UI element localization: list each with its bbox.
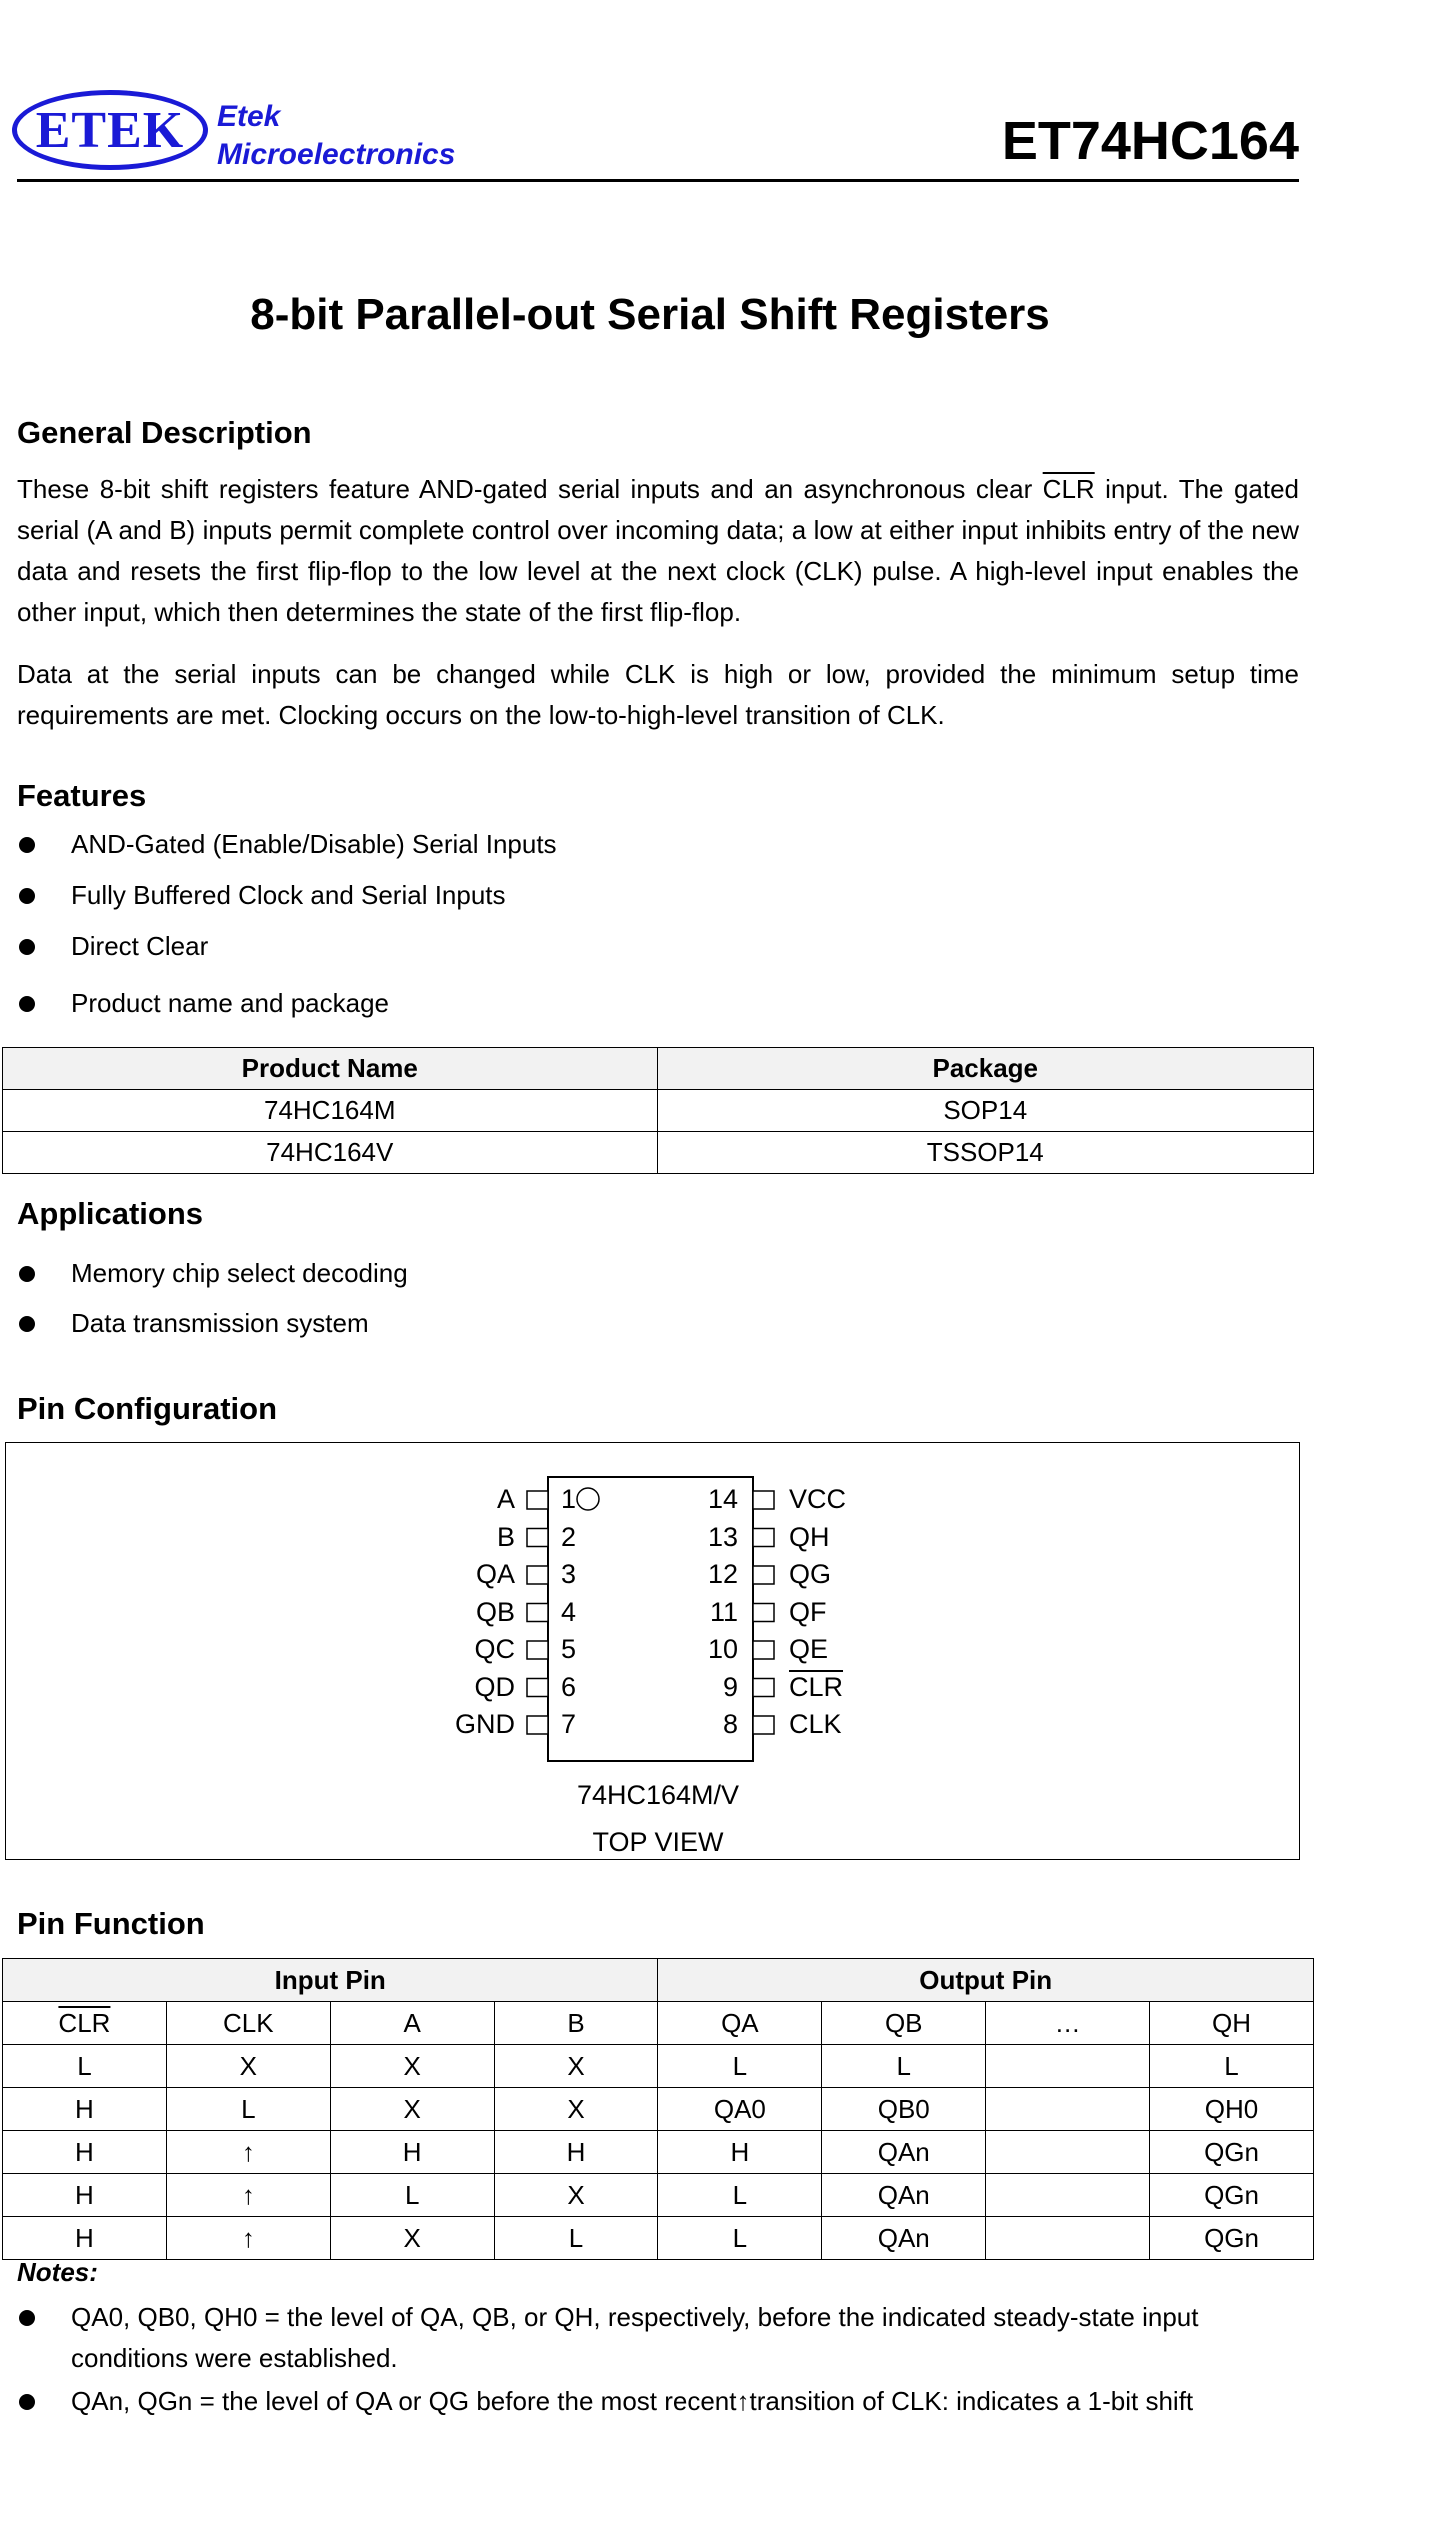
group-header-row (3, 1959, 1314, 2002)
pin-stub (527, 1679, 548, 1697)
feature-text: Direct Clear (71, 931, 209, 961)
pin-number-label: 1 (561, 1484, 577, 1514)
pin-name-label: QD (474, 1671, 515, 1702)
cell: QH0 (1150, 2088, 1314, 2131)
list-item (17, 988, 557, 1028)
column-header-a: A (330, 2002, 494, 2045)
pin-name-label: $\overline{CLR}$ (789, 1671, 844, 1702)
pin-number-label: 9 (722, 1671, 738, 1702)
output-pin-group-header: Output Pin (658, 1959, 1314, 2002)
features-heading: Features (17, 778, 147, 813)
general-description-heading: General Description (17, 415, 312, 450)
list-item (17, 2381, 1267, 2422)
pin-number-label: 8 (722, 1709, 738, 1739)
cell: H (330, 2131, 494, 2174)
cell: H (3, 2174, 167, 2217)
pin-stub (527, 1566, 548, 1584)
column-header-ellipsis: … (986, 2002, 1150, 2045)
product-table (2, 1047, 1314, 1174)
cell: H (3, 2131, 167, 2174)
notes-list (17, 2297, 1267, 2422)
column-header-row (3, 2002, 1314, 2045)
column-header-package: Package (657, 1048, 1314, 1090)
clr-overline-text: $\overline{CLR}$ (1042, 474, 1095, 504)
pin-function-table (2, 1958, 1314, 2260)
bullet-icon (19, 2394, 35, 2410)
product-name-cell: 74HC164V (3, 1132, 658, 1174)
pin-stub (753, 1604, 774, 1622)
logo-text: ETEK (35, 101, 185, 159)
cell: QGn (1150, 2174, 1314, 2217)
cell: ↑ (166, 2131, 330, 2174)
cell: QAn (822, 2217, 986, 2260)
header-divider (17, 179, 1299, 182)
cell (986, 2088, 1150, 2131)
pin-name-label: QA (475, 1559, 515, 1589)
bullet-icon (19, 888, 35, 904)
cell: H (658, 2131, 822, 2174)
column-header-clk: CLK (166, 2002, 330, 2045)
pin-number-label: 4 (561, 1596, 577, 1627)
description-paragraph-2: Data at the serial inputs can be changed while CLK is high or low, provided the minimum setup time requirements are met. Clocking occurs on the low-to-high-level transition of CLK. (17, 659, 1299, 730)
cell: X (330, 2045, 494, 2088)
cell: L (330, 2174, 494, 2217)
list-item (17, 1308, 408, 1348)
p1-text-b: input. The gated serial (A and B) inputs permit complete control over incoming data; a low at either input inhibits entry of the new data and resets the first flip-flop to the low level at the next clock (CLK) pulse. A high-level input enables the other input, which then determines the state of the first flip-flop. (17, 474, 1300, 627)
notes-heading: Notes: (17, 2257, 98, 2287)
cell: X (494, 2088, 658, 2131)
cell: X (330, 2217, 494, 2260)
table-row (3, 2045, 1314, 2088)
pin-number-label: 6 (561, 1671, 577, 1702)
cell: X (330, 2088, 494, 2131)
column-header-b: B (494, 2002, 658, 2045)
application-text: Memory chip select decoding (71, 1258, 408, 1288)
pin-stub (527, 1641, 548, 1659)
cell: L (822, 2045, 986, 2088)
pin-number-label: 11 (709, 1596, 738, 1627)
pin-configuration-box (5, 1442, 1300, 1860)
pin-name-label: QF (789, 1596, 827, 1627)
cell: ↑ (166, 2217, 330, 2260)
pin-function-heading: Pin Function (17, 1906, 205, 1941)
pin-stub (753, 1529, 774, 1547)
applications-heading: Applications (17, 1196, 204, 1231)
pin-stub (753, 1566, 774, 1584)
cell (986, 2131, 1150, 2174)
cell: QA0 (658, 2088, 822, 2131)
cell: X (494, 2045, 658, 2088)
pin-number-label: 13 (707, 1521, 738, 1552)
general-description-body (17, 469, 1299, 757)
pin-name-label: QG (789, 1559, 832, 1589)
part-number: ET74HC164 (1001, 111, 1299, 171)
table-row (3, 2088, 1314, 2131)
list-item (17, 829, 557, 880)
etek-logo (12, 90, 208, 170)
view-caption: TOP VIEW (592, 1827, 724, 1857)
note-text: QAn, QGn = the level of QA or QG before the most recent↑transition of CLK: indicates a 1-bit shift (71, 2386, 1194, 2416)
clr-overline-text: $\overline{CLR}$ (58, 2007, 111, 2038)
table-row (3, 2217, 1314, 2260)
cell: L (3, 2045, 167, 2088)
pin-name-label: QB (475, 1596, 515, 1627)
column-header-qa: QA (658, 2002, 822, 2045)
pin-name-label: QC (474, 1634, 515, 1664)
cell: L (1150, 2045, 1314, 2088)
pin-number-label: 12 (707, 1559, 738, 1589)
bullet-icon (19, 2310, 35, 2326)
cell: QAn (822, 2131, 986, 2174)
cell: QAn (822, 2174, 986, 2217)
company-line-1: Etek (217, 100, 281, 133)
pin-name-label: GND (455, 1709, 515, 1739)
company-name (217, 98, 455, 174)
application-text: Data transmission system (71, 1308, 369, 1338)
description-paragraph-1 (17, 469, 1299, 633)
features-list (17, 829, 557, 1028)
pin-stub (527, 1529, 548, 1547)
pin-number-label: 3 (561, 1559, 577, 1589)
cell: ↑ (166, 2174, 330, 2217)
pin-name-label: QE (789, 1634, 829, 1664)
cell: H (494, 2131, 658, 2174)
cell: L (658, 2045, 822, 2088)
input-pin-group-header: Input Pin (3, 1959, 658, 2002)
cell: L (494, 2217, 658, 2260)
pin-name-label: A (496, 1484, 515, 1514)
pin-number-label: 14 (707, 1484, 738, 1514)
list-item (17, 1258, 408, 1308)
bullet-icon (19, 1266, 35, 1282)
table-row (3, 1090, 1314, 1132)
pin-name-label: CLK (789, 1709, 842, 1739)
pin-name-label: B (496, 1521, 515, 1552)
column-header-clr (3, 2002, 167, 2045)
cell: QGn (1150, 2131, 1314, 2174)
pin-stub (753, 1641, 774, 1659)
cell: L (658, 2174, 822, 2217)
package-cell: TSSOP14 (657, 1132, 1314, 1174)
pin-stub (753, 1679, 774, 1697)
list-item (17, 931, 557, 988)
pin-number-label: 10 (707, 1634, 738, 1664)
feature-text: AND-Gated (Enable/Disable) Serial Inputs (71, 829, 557, 859)
bullet-icon (19, 1316, 35, 1332)
cell: QB0 (822, 2088, 986, 2131)
table-row (3, 1132, 1314, 1174)
pin-stub (527, 1716, 548, 1734)
list-item (17, 2297, 1267, 2379)
table-row (3, 2174, 1314, 2217)
cell: QGn (1150, 2217, 1314, 2260)
cell: H (3, 2088, 167, 2131)
package-caption: 74HC164M/V (576, 1780, 740, 1810)
cell: X (166, 2045, 330, 2088)
pin-stub (753, 1491, 774, 1509)
cell (986, 2217, 1150, 2260)
list-item (17, 880, 557, 931)
cell (986, 2174, 1150, 2217)
cell: L (166, 2088, 330, 2131)
column-header-qb: QB (822, 2002, 986, 2045)
pin-configuration-heading: Pin Configuration (17, 1391, 278, 1426)
bullet-icon (19, 837, 35, 853)
bullet-icon (19, 996, 35, 1012)
applications-list (17, 1258, 408, 1348)
feature-text: Product name and package (71, 988, 389, 1018)
pin-stub (527, 1491, 548, 1509)
product-name-cell: 74HC164M (3, 1090, 658, 1132)
feature-text: Fully Buffered Clock and Serial Inputs (71, 880, 506, 910)
package-cell: SOP14 (657, 1090, 1314, 1132)
cell: X (494, 2174, 658, 2217)
pin-stub (527, 1604, 548, 1622)
column-header-qh: QH (1150, 2002, 1314, 2045)
document-title: 8-bit Parallel-out Serial Shift Registers (250, 290, 1050, 339)
company-line-2: Microelectronics (217, 138, 456, 171)
cell (986, 2045, 1150, 2088)
pin-number-label: 7 (561, 1709, 577, 1739)
note-text: QA0, QB0, QH0 = the level of QA, QB, or QH, respectively, before the indicated steady-state input conditions were established. (71, 2302, 1199, 2373)
cell: H (3, 2217, 167, 2260)
cell: L (658, 2217, 822, 2260)
pin-name-label: VCC (789, 1484, 847, 1514)
pin-number-label: 5 (561, 1634, 577, 1664)
p1-text-a: These 8-bit shift registers feature AND-gated serial inputs and an asynchronous clear (17, 474, 1043, 504)
table-header-row (3, 1048, 1314, 1090)
column-header-product-name: Product Name (3, 1048, 658, 1090)
pin-stub (753, 1716, 774, 1734)
table-row (3, 2131, 1314, 2174)
bullet-icon (19, 939, 35, 955)
pin-number-label: 2 (561, 1521, 577, 1552)
pin-name-label: QH (789, 1521, 830, 1552)
